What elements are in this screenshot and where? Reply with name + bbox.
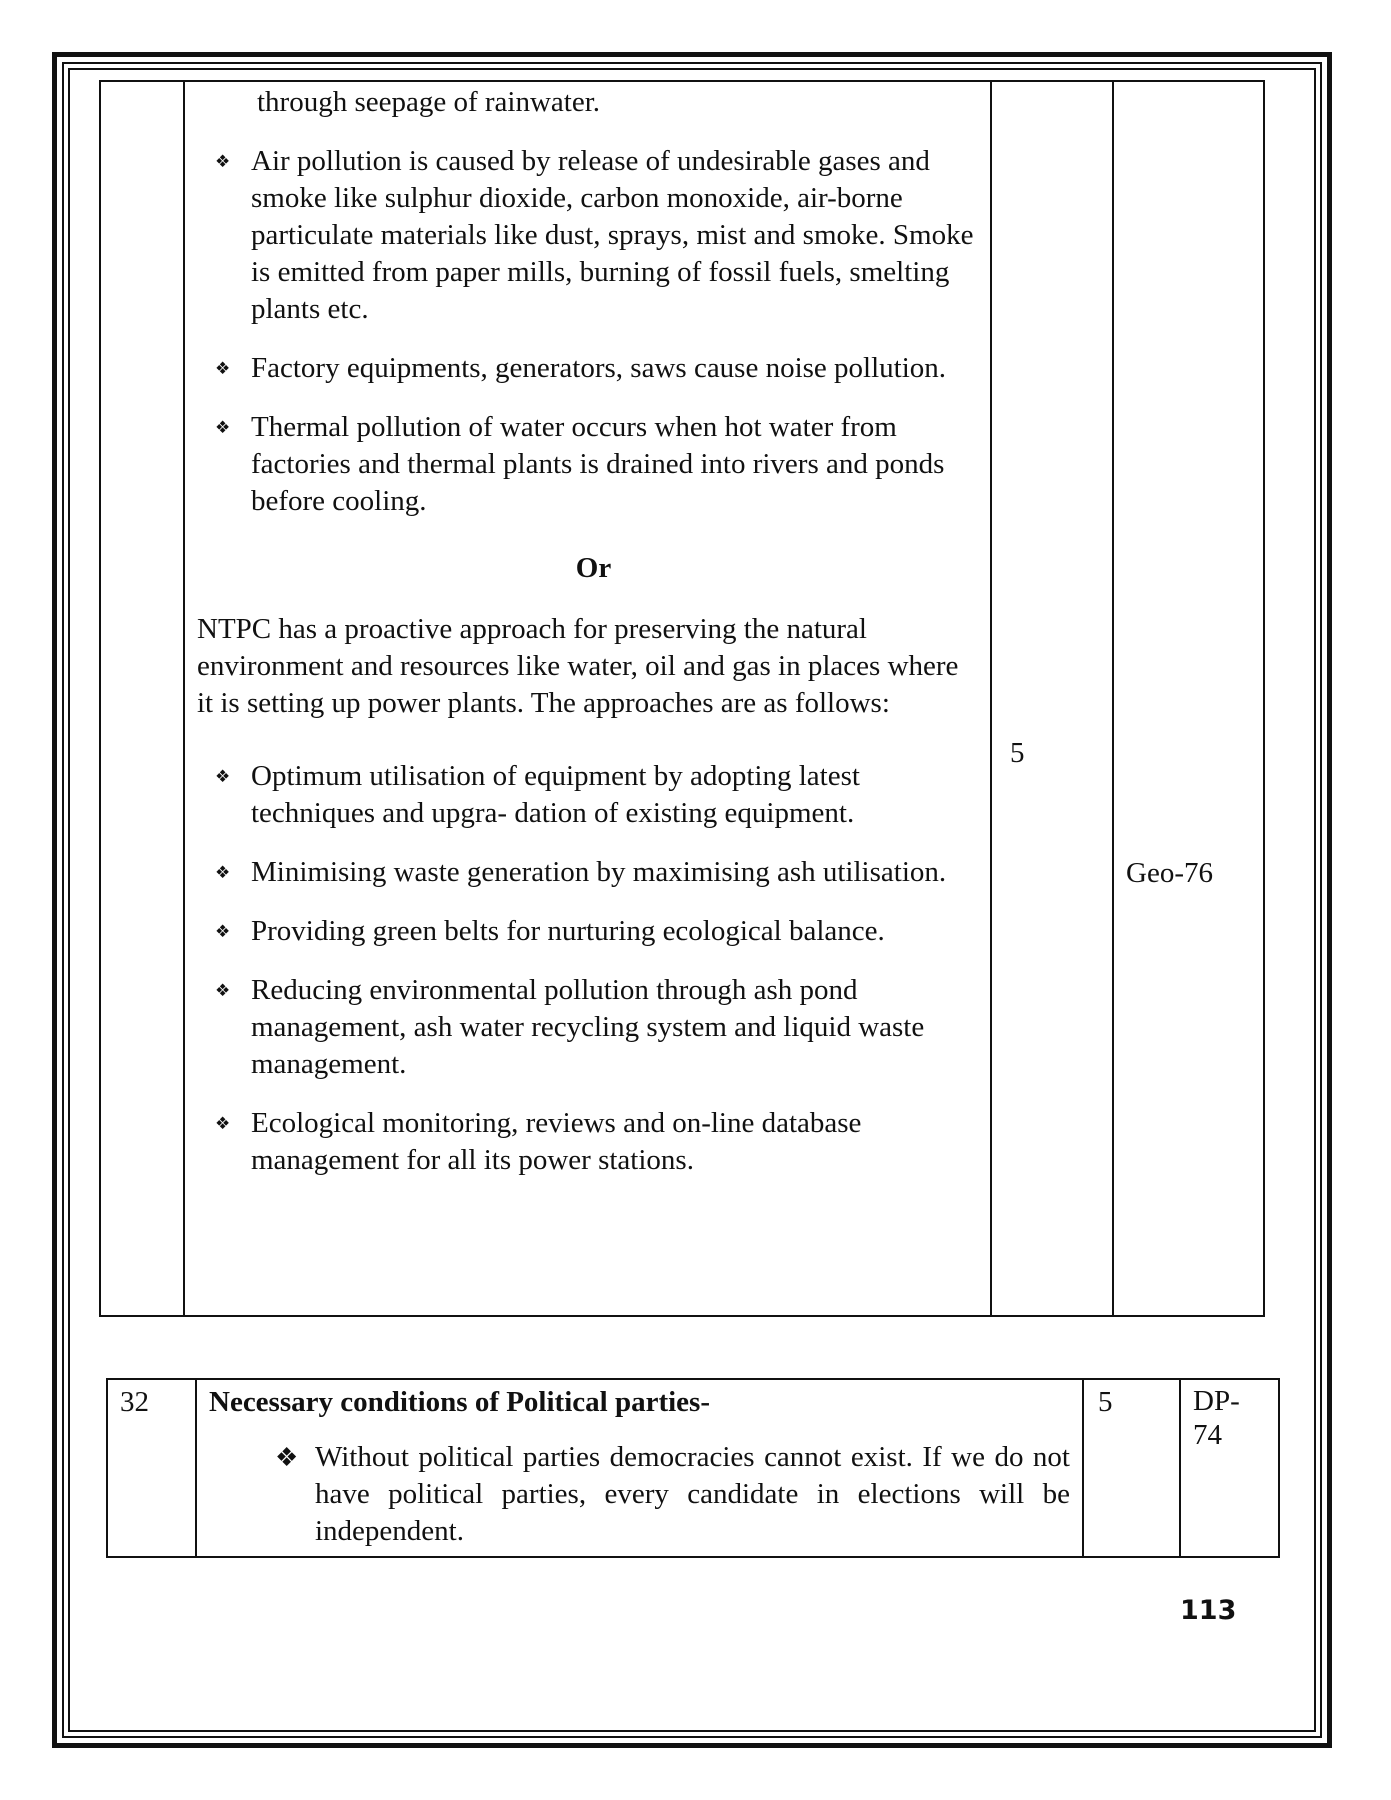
list-item — [197, 913, 990, 950]
reference-line: 74 — [1193, 1419, 1222, 1451]
page-number: 113 — [1180, 1595, 1237, 1626]
list-item — [197, 143, 990, 328]
diamond-bullet-icon: ❖ — [215, 1114, 231, 1133]
table-row — [107, 1379, 1279, 1557]
bullet-text: Ecological monitoring, reviews and on-line database management for all its power stations. — [251, 1107, 862, 1176]
diamond-bullet-icon: ❖ — [215, 922, 231, 941]
bullet-text: Air pollution is caused by release of undesirable gases and smoke like sulphur dioxide, carbon monoxide, air-borne particulate materials like dust, sprays, mist and smoke. Smoke is emitted from paper mills, burning of fossil fuels, smelting plants etc. — [251, 145, 974, 325]
ntpc-intro-paragraph: NTPC has a proactive approach for preserving the natural environment and resources like water, oil and gas in places where it is setting up power plants. The approaches are as follows: — [197, 613, 959, 719]
or-separator: Or — [575, 552, 612, 584]
answer-cell — [184, 81, 991, 1316]
diamond-bullet-icon: ❖ — [215, 981, 231, 1000]
bullet-text: Factory equipments, generators, saws cause noise pollution. — [251, 352, 947, 384]
marks-cell: 5 — [991, 81, 1113, 1316]
list-item — [197, 350, 990, 387]
reference-line: DP- — [1193, 1385, 1240, 1417]
answer-table-question-32 — [106, 1378, 1280, 1558]
question-number-cell: 32 — [107, 1379, 196, 1557]
bullet-text: Reducing environmental pollution through ash pond management, ash water recycling system and liquid waste management. — [251, 974, 925, 1080]
question-number-cell — [100, 81, 184, 1316]
bullet-text: Without political parties democracies cannot exist. If we do not have political parties, every candidate in elections will be independent. — [315, 1441, 1070, 1547]
diamond-bullet-icon: ❖ — [215, 767, 231, 786]
diamond-bullet-icon: ❖ — [215, 863, 231, 882]
answer-cell — [196, 1379, 1083, 1557]
diamond-bullet-icon: ❖ — [275, 1443, 299, 1472]
bullet-text: Minimising waste generation by maximising ash utilisation. — [251, 856, 947, 888]
diamond-bullet-icon: ❖ — [215, 418, 231, 437]
list-item — [197, 409, 990, 520]
answer-table-continued — [99, 80, 1265, 1317]
table-row — [100, 81, 1264, 1316]
list-item — [197, 1105, 990, 1179]
bullet-text: Thermal pollution of water occurs when hot water from factories and thermal plants is drained into rivers and ponds before cooling. — [251, 411, 945, 517]
reference-cell — [1180, 1379, 1279, 1557]
bullet-text: Optimum utilisation of equipment by adopting latest techniques and upgra- dation of existing equipment. — [251, 760, 860, 829]
bullet-text: Providing green belts for nurturing ecological balance. — [251, 915, 885, 947]
list-item — [197, 1439, 1082, 1550]
diamond-bullet-icon: ❖ — [215, 152, 231, 171]
continuation-text: through seepage of rainwater. — [257, 86, 601, 118]
marks-cell: 5 — [1083, 1379, 1180, 1557]
list-item — [197, 758, 990, 832]
reference-cell: Geo-76 — [1113, 81, 1264, 1316]
list-item — [197, 972, 990, 1083]
list-item — [197, 854, 990, 891]
question-title: Necessary conditions of Political parties- — [209, 1386, 710, 1418]
diamond-bullet-icon: ❖ — [215, 359, 231, 378]
